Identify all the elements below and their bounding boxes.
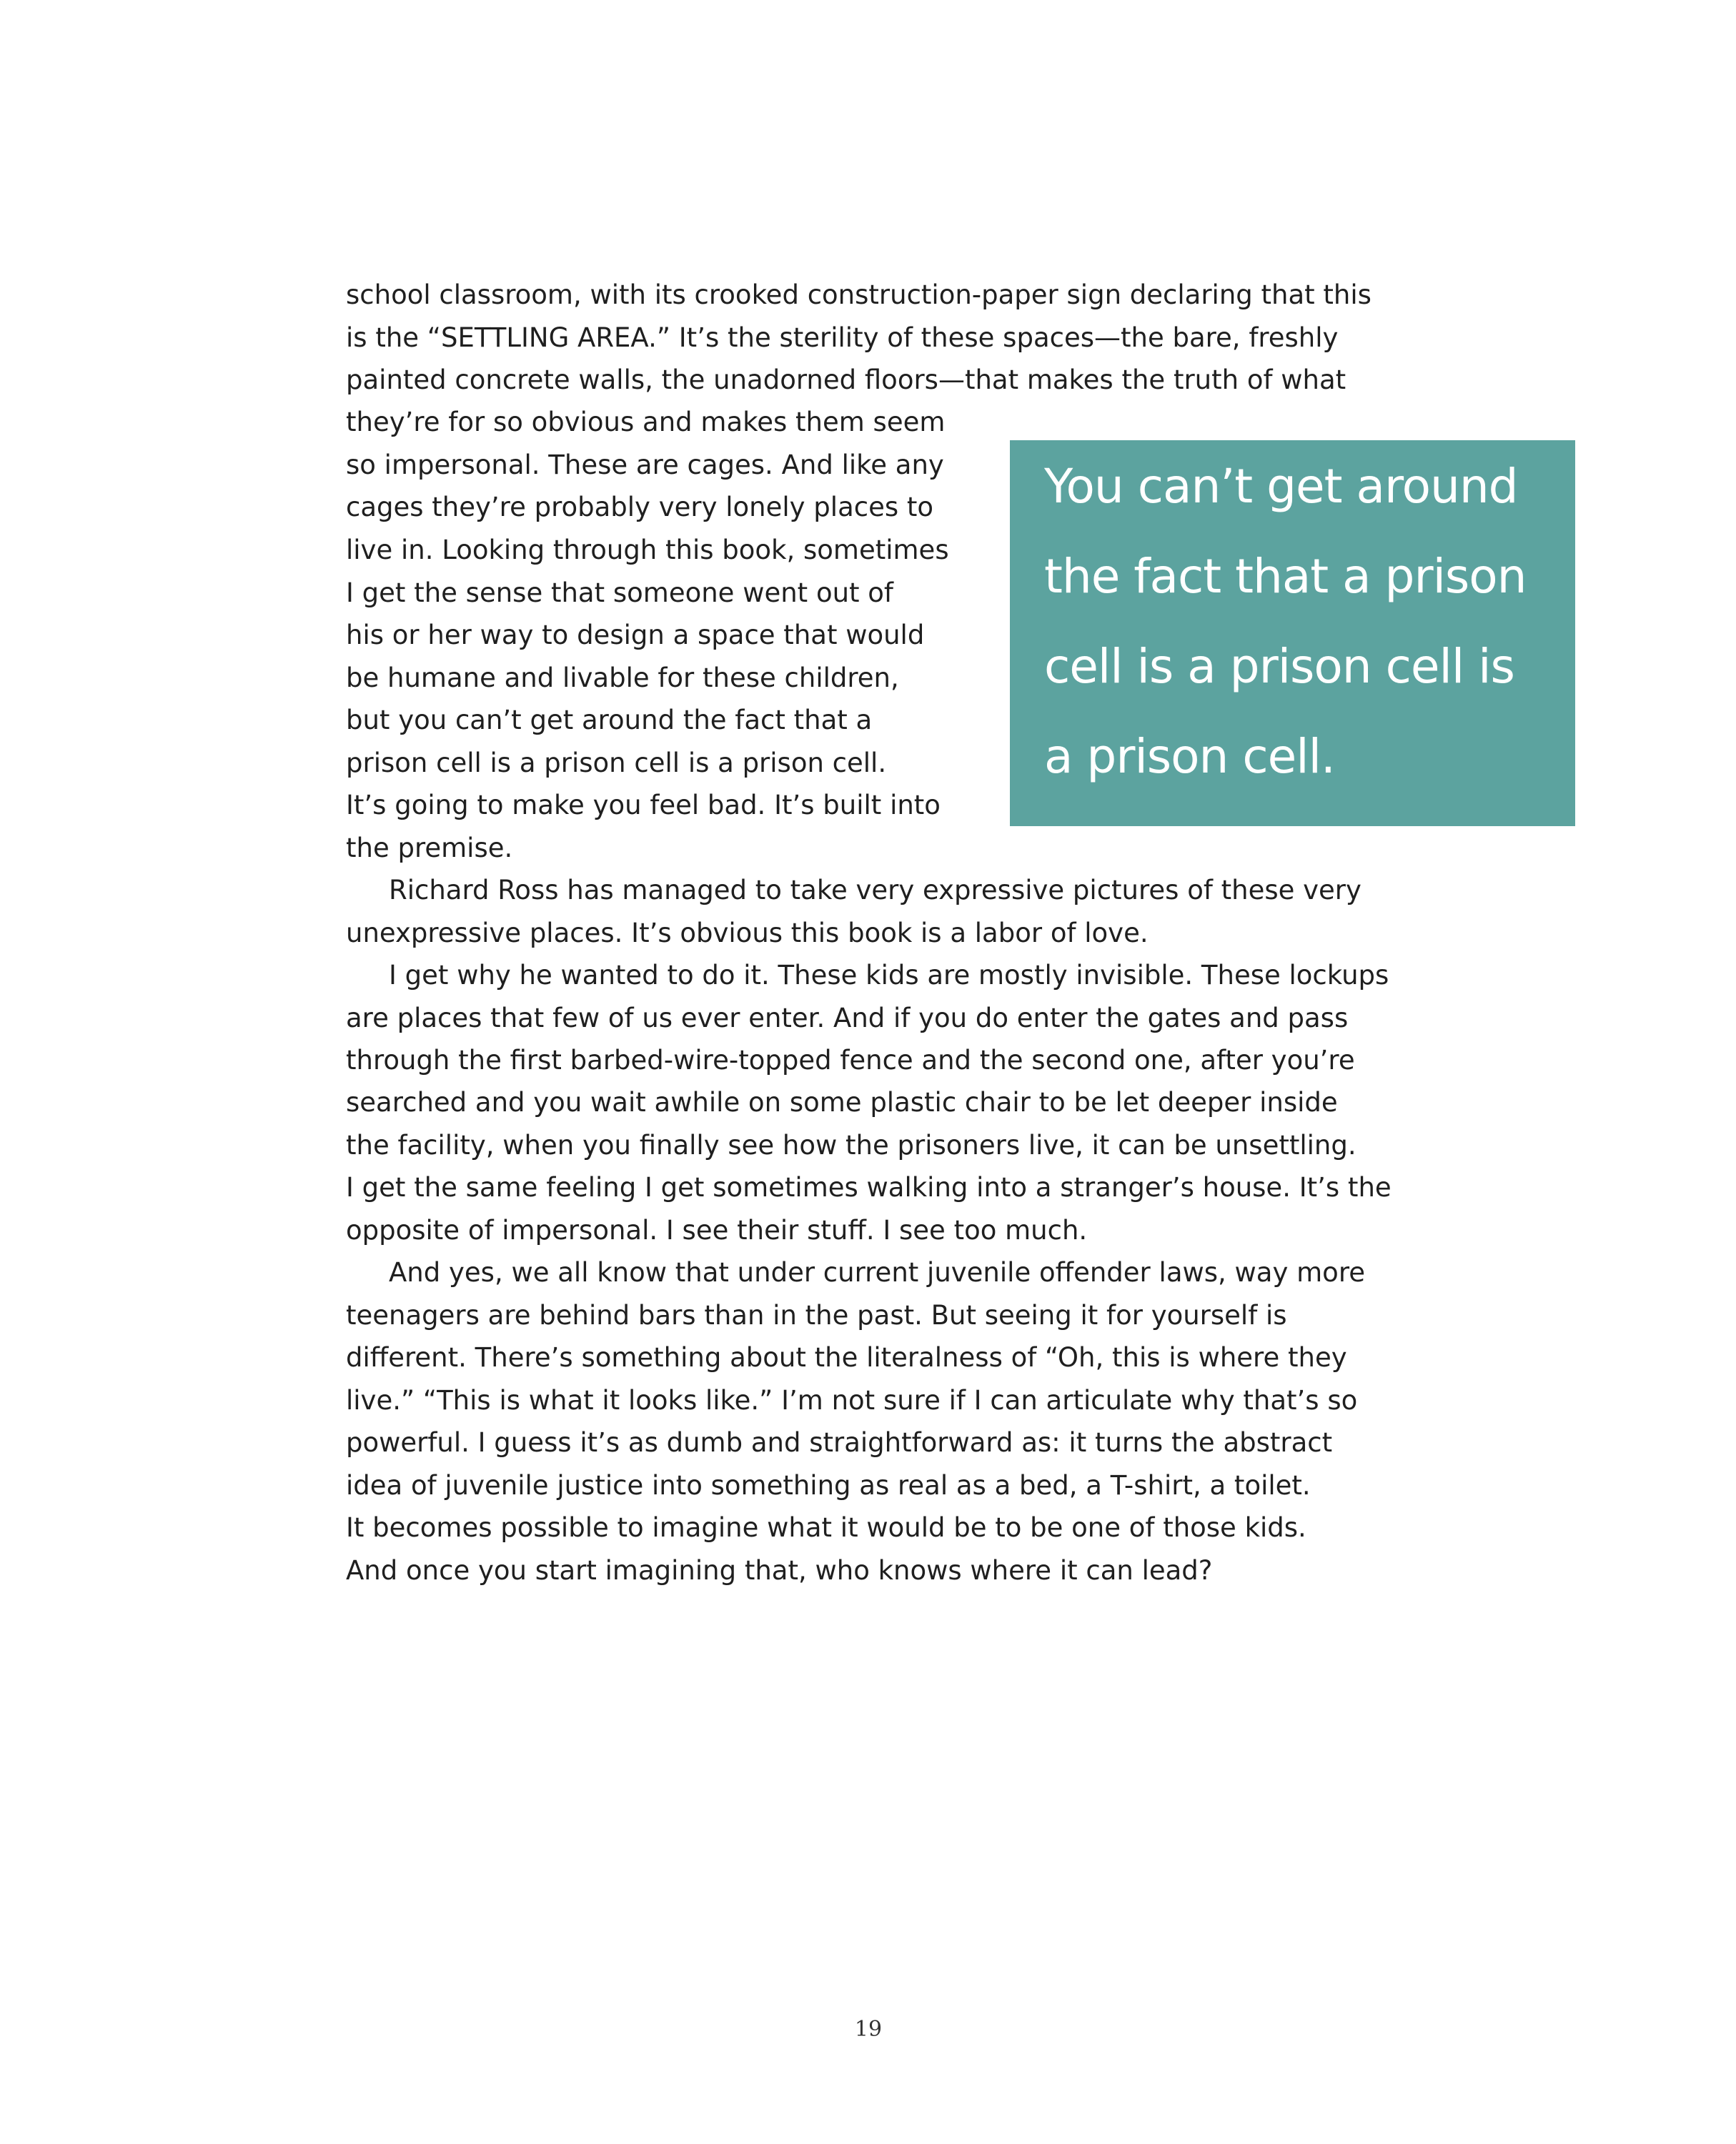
body-line: I get the sense that someone went out of bbox=[346, 577, 893, 608]
body-line: but you can’t get around the fact that a bbox=[346, 705, 873, 735]
body-line: And once you start imagining that, who knows where it can lead? bbox=[346, 1555, 1213, 1586]
body-line: school classroom, with its crooked construction-paper sign declaring that this bbox=[346, 279, 1372, 310]
pull-quote-box bbox=[1010, 440, 1575, 826]
body-line: so impersonal. These are cages. And like any bbox=[346, 450, 944, 480]
body-line: the facility, when you finally see how the prisoners live, it can be unsettling. bbox=[346, 1130, 1356, 1161]
body-line: cages they’re probably very lonely places to bbox=[346, 492, 934, 522]
body-line: And yes, we all know that under current juvenile offender laws, way more bbox=[389, 1257, 1365, 1288]
body-line: idea of juvenile justice into something as real as a bed, a T-shirt, a toilet. bbox=[346, 1470, 1311, 1501]
body-line: I get why he wanted to do it. These kids are mostly invisible. These lockups bbox=[389, 960, 1389, 991]
pull-quote-line: the fact that a prison bbox=[1044, 549, 1527, 604]
body-line: is the “SETTLING AREA.” It’s the sterility of these spaces—the bare, freshly bbox=[346, 322, 1339, 353]
body-line: painted concrete walls, the unadorned floors—that makes the truth of what bbox=[346, 364, 1346, 395]
page-number: 19 bbox=[854, 2017, 883, 2042]
body-line: Richard Ross has managed to take very expressive pictures of these very bbox=[389, 875, 1361, 905]
body-line: opposite of impersonal. I see their stuff. I see too much. bbox=[346, 1215, 1088, 1246]
body-line: It’s going to make you feel bad. It’s built into bbox=[346, 790, 941, 820]
body-line: are places that few of us ever enter. And if you do enter the gates and pass bbox=[346, 1003, 1349, 1033]
body-line: the premise. bbox=[346, 833, 513, 863]
body-line: be humane and livable for these children, bbox=[346, 662, 899, 693]
body-line: It becomes possible to imagine what it would be to be one of those kids. bbox=[346, 1512, 1306, 1543]
body-line: I get the same feeling I get sometimes walking into a stranger’s house. It’s the bbox=[346, 1172, 1392, 1203]
body-line: live.” “This is what it looks like.” I’m not sure if I can articulate why that’s so bbox=[346, 1385, 1358, 1416]
body-line: prison cell is a prison cell is a prison cell. bbox=[346, 748, 887, 778]
body-line: unexpressive places. It’s obvious this book is a labor of love. bbox=[346, 918, 1149, 948]
body-line: different. There’s something about the literalness of “Oh, this is where they bbox=[346, 1342, 1347, 1373]
body-line: they’re for so obvious and makes them seem bbox=[346, 407, 946, 437]
pull-quote-line: You can’t get around bbox=[1044, 459, 1518, 514]
body-line: through the first barbed-wire-topped fence and the second one, after you’re bbox=[346, 1045, 1355, 1076]
body-line: his or her way to design a space that would bbox=[346, 620, 925, 650]
body-line: live in. Looking through this book, sometimes bbox=[346, 535, 949, 565]
pull-quote-line: a prison cell. bbox=[1044, 729, 1335, 784]
body-line: powerful. I guess it’s as dumb and straightforward as: it turns the abstract bbox=[346, 1427, 1333, 1458]
body-line: searched and you wait awhile on some plastic chair to be let deeper inside bbox=[346, 1087, 1338, 1118]
pull-quote-line: cell is a prison cell is bbox=[1044, 639, 1514, 694]
body-line: teenagers are behind bars than in the past. But seeing it for yourself is bbox=[346, 1300, 1287, 1331]
